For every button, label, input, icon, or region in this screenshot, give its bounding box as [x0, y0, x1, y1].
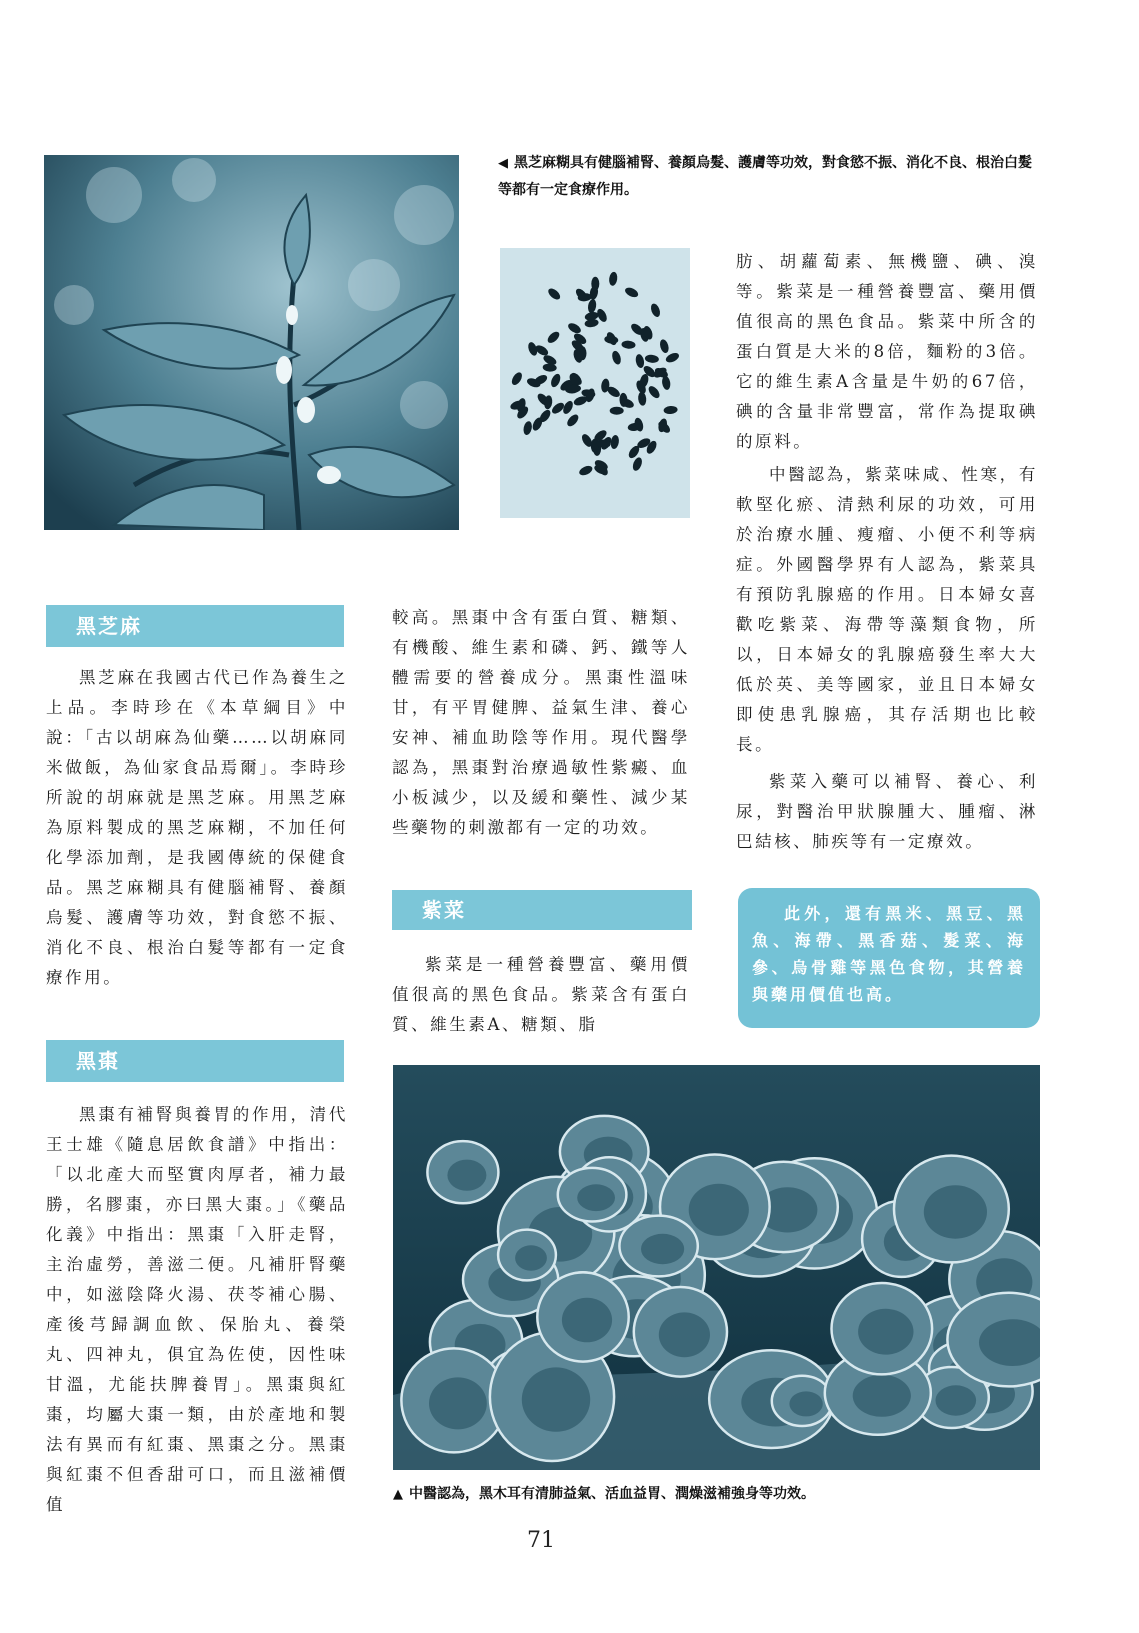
- heading-laver: [392, 890, 692, 930]
- sesame-caption-text: 黑芝麻糊具有健腦補腎、養顏烏髮、護膚等功效，對食慾不振、消化不良、根治白髮等都有一定食療作用。: [498, 155, 1032, 198]
- fungus-caption-text: 中醫認為，黑木耳有清肺益氣、活血益胃、潤燥滋補強身等功效。: [409, 1486, 815, 1502]
- heading-laver-text: 紫菜: [422, 898, 466, 922]
- black-fungus-photo: [393, 1065, 1040, 1470]
- fungus-cap-shade: [853, 1375, 911, 1417]
- black-foods-callout: [738, 888, 1040, 1028]
- sesame-seed: [647, 384, 662, 400]
- sesame-seed: [631, 456, 643, 472]
- sesame-seed: [608, 271, 618, 286]
- black-seeds-photo: [500, 248, 690, 518]
- sesame-seed: [621, 340, 636, 349]
- sesame-seed: [549, 372, 562, 388]
- fungus-cap-shade: [515, 1245, 547, 1270]
- heading-black-sesame: [46, 605, 344, 647]
- sesame-seed: [522, 420, 533, 435]
- sesame-seed: [610, 434, 620, 449]
- sesame-seed: [578, 464, 594, 477]
- sesame-seed: [546, 286, 562, 301]
- sesame-seed: [635, 353, 646, 368]
- fungus-cap-shade: [858, 1309, 913, 1355]
- laver-paragraph-3: 紫菜入藥可以補腎、養心、利尿，對醫治甲狀腺腫大、腫瘤、淋巴結核、肺疾等有一定療效。: [736, 772, 1038, 851]
- fungus-cap-shade: [924, 1185, 987, 1238]
- sesame-seed: [664, 351, 680, 364]
- sesame-seed: [610, 407, 624, 415]
- heading-black-jujube-text: 黑棗: [76, 1049, 120, 1073]
- fungus-cap-shade: [562, 1298, 612, 1343]
- fungus-cap-shade: [641, 1234, 684, 1264]
- seeds-illustration: [500, 248, 690, 518]
- fungus-cap-shade: [429, 1377, 487, 1429]
- jujube-paragraph: 黑棗有補腎與養胃的作用，清代王士雄《隨息居飲食譜》中指出：「以北產大而堅實肉厚者，補力最勝，名膠棗，亦曰黑大棗。」《藥品化義》中指出：黑棗「入肝走腎，主治虛勞，善滋二便。凡補肝腎藥中，如滋陰降火湯、茯苓補心腸、產後芎歸調血飲、保胎丸、養榮丸、四神丸，俱宜為佐使，因性味甘溫，尤能扶脾養胃」。黑棗與紅棗，均屬大棗一類，由於產地和製法有異而有紅棗、黑棗之分。黑棗與紅棗不但香甜可口，而且滋補價值: [46, 1105, 348, 1514]
- sesame-seed: [637, 391, 646, 406]
- sesame-paragraph: 黑芝麻在我國古代已作為養生之上品。李時珍在《本草綱目》中說：「古以胡麻為仙藥……以胡麻同米做飯，為仙家食品焉爾」。李時珍所說的胡麻就是黑芝麻。用黑芝麻為原料製成的黑芝麻糊，不加任何化學添加劑，是我國傳統的保健食品。黑芝麻糊具有健腦補腎、養顏烏髮、護膚等功效，對食慾不振、消化不良、根治白髮等都有一定食療作用。: [46, 668, 348, 987]
- sesame-caption: [498, 150, 1044, 204]
- sesame-seed: [591, 277, 599, 291]
- sesame-seed: [587, 299, 597, 314]
- heading-black-jujube: [46, 1040, 344, 1082]
- sesame-seed: [659, 338, 671, 354]
- sesame-seed: [510, 371, 524, 387]
- sesame-seed: [663, 405, 678, 414]
- fungus-cap-shade: [447, 1160, 486, 1191]
- sesame-seed: [565, 413, 580, 429]
- laver-intro-paragraph: 紫菜是一種營養豐富、藥用價值很高的黑色食品。紫菜含有蛋白質、維生素A、糖類、脂: [392, 955, 690, 1034]
- sesame-seed: [661, 375, 671, 390]
- sesame-seed: [645, 354, 660, 363]
- fungus-illustration: [393, 1065, 1040, 1470]
- fungus-cap-shade: [936, 1385, 977, 1415]
- sesame-seed: [611, 350, 623, 366]
- caption-marker-left-icon: ◀: [498, 156, 508, 171]
- sesame-seed: [566, 321, 582, 335]
- fungus-cap-shade: [789, 1391, 822, 1416]
- caption-marker-up-icon: ▲: [393, 1487, 403, 1502]
- sesame-seed: [624, 286, 640, 299]
- laver-paragraph-2: 中醫認為，紫菜味咸、性寒，有軟堅化瘀、清熱利尿的功效，可用於治療水腫、瘦瘤、小便不利等病症。外國醫學界有人認為，紫菜具有預防乳腺癌的作用。日本婦女喜歡吃紫菜、海帶等藻類食物，所以，日本婦女的乳腺癌發生率大大低於英、美等國家，並且日本婦女即使患乳腺癌，其存活期也比較長。: [736, 465, 1038, 754]
- fungus-cap-shade: [689, 1184, 749, 1236]
- sesame-seed: [649, 302, 661, 318]
- sesame-plant-photo: [44, 155, 459, 530]
- fungus-cap-shade: [659, 1312, 710, 1357]
- fungus-cap-shade: [522, 1367, 590, 1431]
- fungus-cap-shade: [577, 1184, 615, 1211]
- page-number: 71: [527, 1528, 555, 1553]
- fungus-caption: [393, 1481, 1039, 1508]
- callout-text: 此外，還有黑米、黑豆、黑魚、海帶、黑香菇、髮菜、海參、烏骨雞等黑色食物，其營養與藥用價值也高。: [752, 904, 1026, 1004]
- heading-black-sesame-text: 黑芝麻: [76, 614, 142, 638]
- laver-paragraph-1: 肪、胡蘿蔔素、無機鹽、碘、溴等。紫菜是一種營養豐富、藥用價值很高的黑色食品。紫菜中所含的蛋白質是大米的8倍，麵粉的3倍。它的維生素A含量是牛奶的67倍，碘的含量非常豐富，常作為提取碘的原料。: [736, 252, 1038, 451]
- sesame-seed: [546, 330, 562, 345]
- jujube-paragraph-continued: 較高。黑棗中含有蛋白質、糖類、有機酸、維生素和磷、鈣、鐵等人體需要的營養成分。黑棗性溫味甘，有平胃健脾、益氣生津、養心安神、補血助陰等作用。現代醫學認為，黑棗對治療過敏性紫癜、血小板減少，以及緩和藥性、減少某些藥物的刺激都有一定的功效。: [392, 608, 690, 837]
- sesame-plant-illustration: [44, 155, 459, 530]
